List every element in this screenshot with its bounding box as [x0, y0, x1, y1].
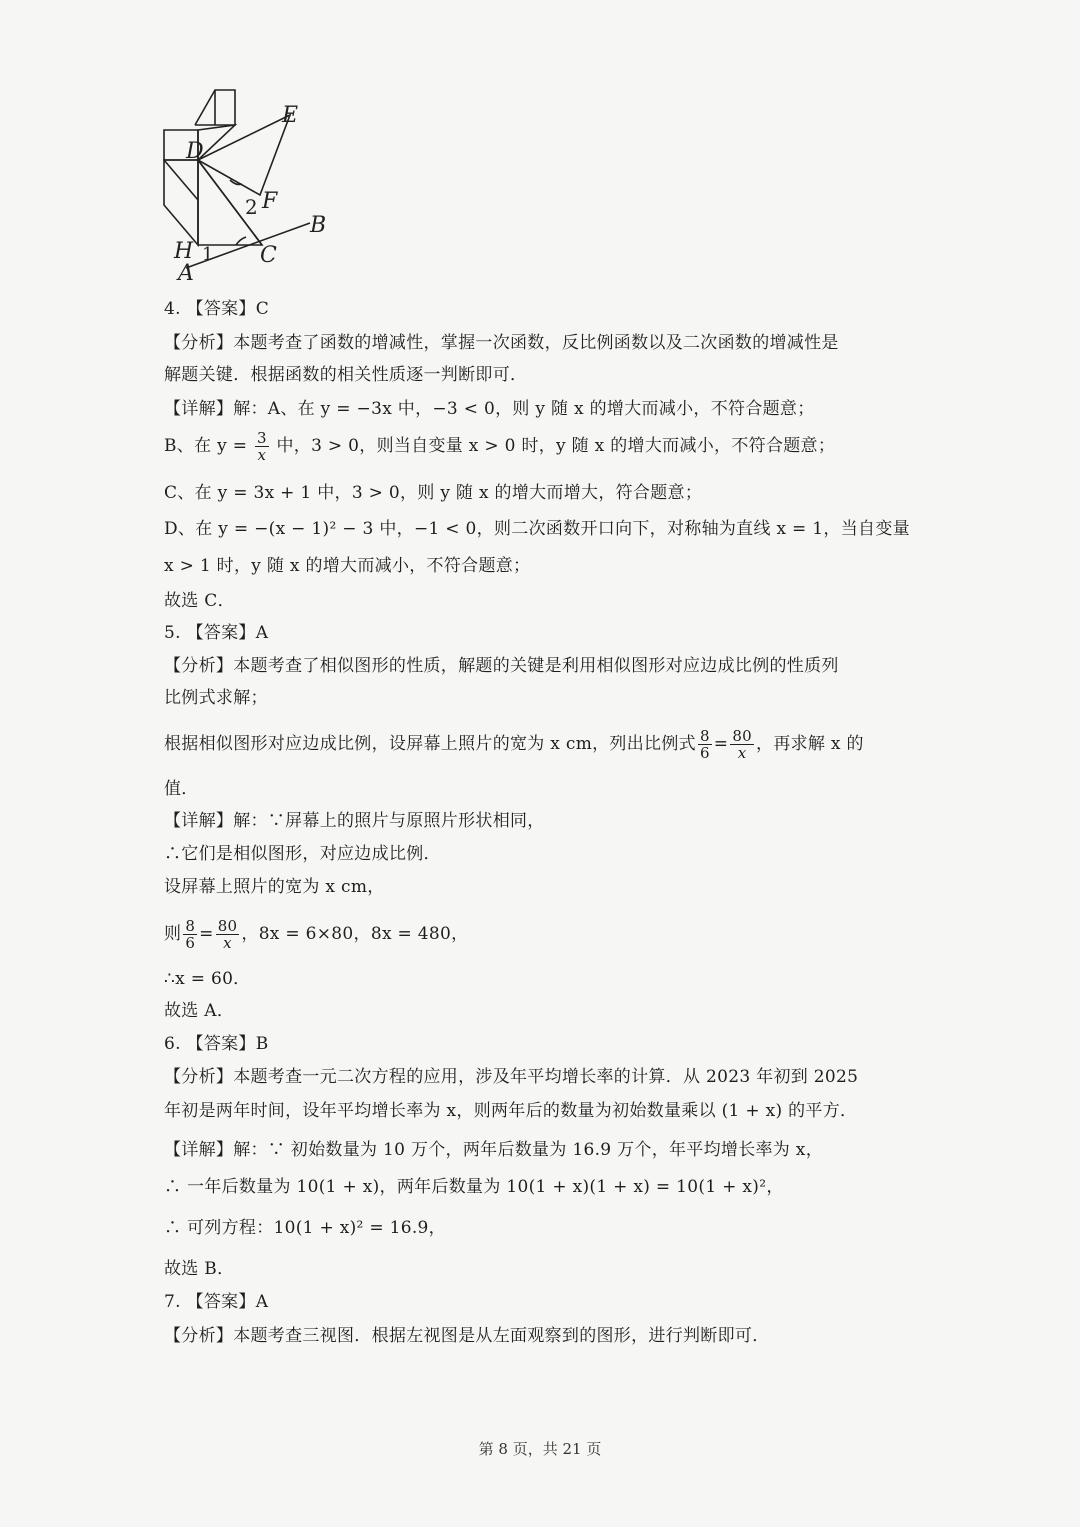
- fraction-denominator: x: [737, 744, 747, 762]
- q4-answer: 4. 【答案】C: [164, 299, 270, 319]
- fraction-denominator: x: [257, 446, 267, 464]
- q5-choose: 故选 A．: [164, 1001, 235, 1021]
- lower-left-block: [164, 160, 198, 245]
- q5-answer: 5. 【答案】A: [164, 623, 269, 643]
- angle-mark-1: [236, 237, 246, 245]
- label-A: A: [178, 261, 194, 286]
- label-F: F: [262, 189, 278, 214]
- fraction-denominator: 6: [185, 934, 196, 952]
- triangle-DEF: [198, 115, 290, 195]
- q7-analysis-line1: 【分析】本题考查三视图．根据左视图是从左面观察到的图形，进行判断即可．: [164, 1326, 770, 1346]
- q4-choose: 故选 C．: [164, 591, 235, 611]
- q4-detail-b-pre: B、在 y =: [164, 436, 253, 456]
- q5-detail-4: [164, 918, 468, 951]
- q5-analysis-line4: 值．: [164, 779, 199, 799]
- q5-detail-1: 【详解】解：∵屏幕上的照片与原照片形状相同，: [164, 811, 545, 831]
- q6-detail-2: ∴ 一年后数量为 10(1 + x)，两年后数量为 10(1 + x)(1 + x) = 10(1 + x)²，: [164, 1177, 784, 1197]
- q4-detail-b: [164, 430, 835, 463]
- fraction-80-over-x: [216, 918, 240, 951]
- q6-answer: 6. 【答案】B: [164, 1034, 269, 1054]
- q5-detail-4-pre: 则: [164, 924, 182, 944]
- q4-detail-c: C、在 y = 3x + 1 中，3 > 0，则 y 随 x 的增大而增大，符合题意；: [164, 483, 703, 503]
- fraction-8-over-6: [698, 728, 712, 761]
- q4-detail-a: 【详解】解：A、在 y = −3x 中，−3 < 0，则 y 随 x 的增大而减小，不符合题意；: [164, 399, 815, 419]
- q6-detail-1: 【详解】解：∵ 初始数量为 10 万个，两年后数量为 16.9 万个，年平均增长率为 x，: [164, 1140, 823, 1160]
- q6-detail-3: ∴ 可列方程：10(1 + x)² = 16.9，: [164, 1218, 446, 1238]
- fraction-denominator: x: [223, 934, 232, 952]
- lower-diagonal: [164, 160, 198, 200]
- q4-detail-d-line2: x > 1 时，y 随 x 的增大而减小，不符合题意；: [164, 556, 531, 576]
- fraction-numerator: 80: [732, 727, 753, 745]
- q5-analysis-line3-post: ，再求解 x 的: [756, 734, 864, 754]
- q4-analysis-line2: 解题关键．根据函数的相关性质逐一判断即可．: [164, 365, 528, 385]
- equals-sign: =: [713, 734, 729, 754]
- q4-detail-d-line1: D、在 y = −(x − 1)² − 3 中，−1 < 0，则二次函数开口向下，对称轴为直线 x = 1，当自变量: [164, 519, 910, 539]
- fraction-denominator: 6: [699, 744, 710, 762]
- q5-detail-3: 设屏幕上照片的宽为 x cm，: [164, 877, 385, 897]
- label-H: H: [174, 239, 194, 264]
- q5-analysis-line2: 比例式求解；: [164, 688, 268, 708]
- q5-detail-4-post: ，8x = 6×80，8x = 480，: [241, 924, 469, 944]
- q5-detail-5: ∴x = 60．: [164, 969, 251, 989]
- fraction-numerator: 8: [699, 727, 710, 745]
- label-C: C: [260, 243, 277, 268]
- fraction-numerator: 8: [185, 917, 196, 935]
- fraction-8-over-6: [183, 918, 197, 951]
- label-D: D: [186, 139, 204, 164]
- label-E: E: [282, 103, 299, 128]
- q5-analysis-line3: [164, 728, 864, 761]
- q5-analysis-line1: 【分析】本题考查了相似图形的性质，解题的关键是利用相似图形对应边成比例的性质列: [164, 656, 839, 676]
- q4-analysis-line1: 【分析】本题考查了函数的增减性，掌握一次函数，反比例函数以及二次函数的增减性是: [164, 333, 839, 353]
- q5-analysis-line3-pre: 根据相似图形对应边成比例，设屏幕上照片的宽为 x cm，列出比例式: [164, 734, 696, 754]
- q6-analysis-line1: 【分析】本题考查一元二次方程的应用，涉及年平均增长率的计算．从 2023 年初到 2025: [164, 1067, 859, 1087]
- q7-answer: 7. 【答案】A: [164, 1292, 269, 1312]
- fraction-80-over-x: [730, 728, 754, 761]
- fraction-numerator: 3: [256, 429, 267, 447]
- q6-choose: 故选 B．: [164, 1259, 235, 1279]
- label-angle-1: 1: [202, 244, 214, 265]
- q6-analysis-line2: 年初是两年时间，设年平均增长率为 x，则两年后的数量为初始数量乘以 (1 + x) 的平方．: [164, 1101, 858, 1121]
- label-angle-2: 2: [245, 195, 258, 219]
- equals-sign: =: [199, 924, 214, 944]
- tangram-figure-svg: [150, 80, 350, 290]
- page-footer: 第 8 页，共 21 页: [478, 1440, 602, 1458]
- fraction-numerator: 80: [217, 917, 238, 935]
- q4-detail-b-post: 中，3 > 0，则当自变量 x > 0 时，y 随 x 的增大而减小，不符合题意；: [270, 436, 836, 456]
- q5-detail-2: ∴它们是相似图形，对应边成比例．: [164, 844, 441, 864]
- fraction-3-over-x: [255, 430, 269, 463]
- geometry-figure: [150, 80, 350, 290]
- label-B: B: [310, 213, 327, 238]
